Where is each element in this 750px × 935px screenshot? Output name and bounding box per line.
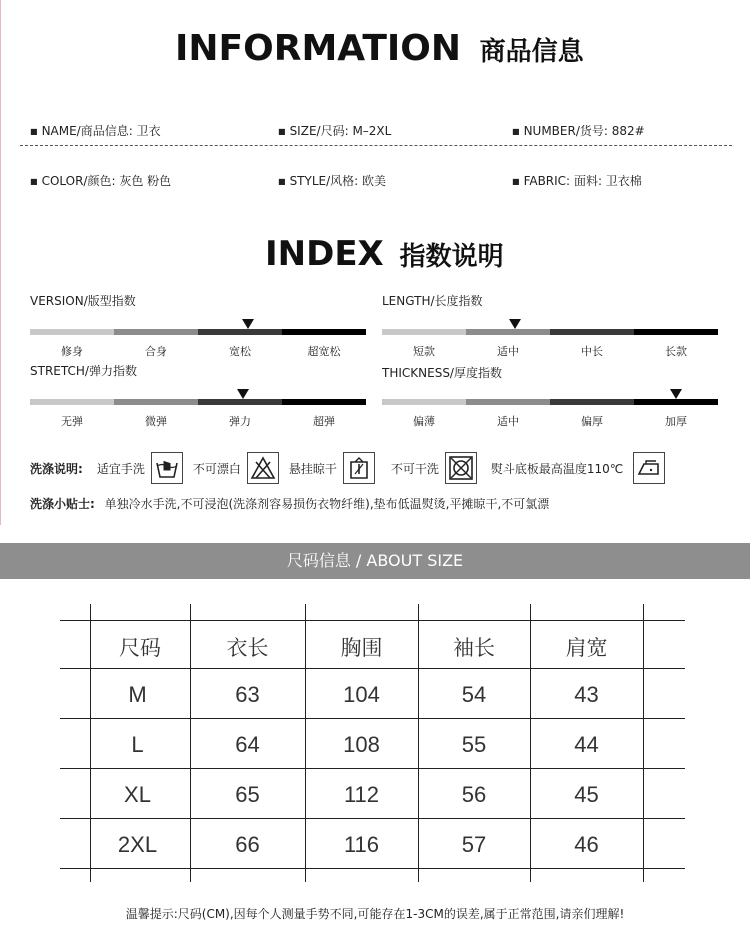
table-cell: L: [131, 732, 144, 757]
info-title-cn: 商品信息: [479, 37, 584, 67]
table-header-cell: 尺码: [119, 637, 161, 660]
table-cell: 112: [343, 782, 380, 807]
wash-item-label: 悬挂晾干: [288, 461, 337, 476]
index-group-stretch: [30, 362, 366, 429]
index-ticks: 偏薄 适中 偏厚 加厚: [413, 415, 687, 428]
index-bar: [382, 329, 718, 335]
table-cell: 45: [574, 782, 599, 807]
index-marker: [237, 389, 249, 399]
info-divider: [20, 145, 732, 146]
table-rule: [60, 818, 685, 819]
info-number: ■ NUMBER/货号: 882#: [512, 124, 645, 138]
index-marker: [670, 389, 682, 399]
table-cell: 44: [574, 732, 599, 757]
left-edge-line: [0, 0, 1, 525]
size-header-bar: [0, 543, 750, 579]
no-dry-clean-icon: [445, 452, 477, 484]
table-cell: M: [128, 682, 147, 707]
table-cell: 66: [235, 832, 260, 857]
index-ticks: 无弹 微弹 弹力 超弹: [61, 415, 335, 428]
table-cell: 108: [343, 732, 380, 757]
index-ticks: 短款 适中 中长 长款: [413, 345, 687, 358]
index-bar: [30, 399, 366, 405]
table-cell: 56: [461, 782, 487, 807]
table-cell: XL: [124, 782, 151, 807]
table-rule: [60, 768, 685, 769]
wash-item-label: 熨斗底板最高温度110℃: [490, 461, 624, 476]
table-cell: 64: [235, 732, 260, 757]
wash-tips-text: 单独冷水手洗,不可浸泡(洗涤剂容易损伤衣物纤维),垫布低温熨烫,平摊晾干,不可氯漂: [104, 497, 550, 511]
table-cell: 46: [574, 832, 599, 857]
table-rule: [60, 868, 685, 869]
info-name: ■ NAME/商品信息: 卫衣: [30, 124, 161, 138]
wash-label: 洗涤说明:: [30, 461, 83, 476]
index-marker: [242, 319, 254, 329]
info-size: ■ SIZE/尺码: M–2XL: [278, 124, 392, 138]
table-rule: [60, 620, 685, 621]
table-cell: 54: [461, 682, 487, 707]
index-title: [265, 234, 504, 274]
index-bar: [382, 399, 718, 405]
table-cell: 65: [235, 782, 260, 807]
index-group-length: [382, 292, 718, 359]
table-header-cell: 胸围: [340, 637, 383, 660]
info-style: ■ STYLE/风格: 欧美: [278, 174, 387, 188]
wash-item-label: 不可漂白: [192, 461, 241, 476]
index-title-cn: 指数说明: [399, 242, 504, 272]
info-title: [175, 28, 584, 69]
wash-item-label: 适宜手洗: [96, 461, 145, 476]
index-label: THICKNESS/厚度指数: [382, 366, 502, 380]
table-header-cell: 袖长: [453, 637, 495, 660]
wash-tips: [30, 495, 549, 512]
index-marker: [509, 319, 521, 329]
table-rule: [60, 668, 685, 669]
table-cell: 57: [461, 832, 487, 857]
index-title-en: INDEX: [265, 234, 384, 274]
table-cell: 63: [235, 682, 260, 707]
info-color: ■ COLOR/颜色: 灰色 粉色: [30, 174, 172, 188]
index-label: STRETCH/弹力指数: [30, 364, 137, 378]
table-header-cell: 衣长: [226, 637, 269, 660]
index-ticks: 修身 合身 宽松 超宽松: [61, 345, 341, 358]
hand-wash-icon: [151, 452, 183, 484]
table-cell: 55: [461, 732, 487, 757]
size-note: 温馨提示:尺码(CM),因每个人测量手势不同,可能存在1-3CM的误差,属于正常范围,请亲们理解!: [125, 907, 625, 921]
no-bleach-icon: [247, 452, 279, 484]
index-label: VERSION/版型指数: [30, 294, 136, 308]
index-bar: [30, 329, 366, 335]
index-label: LENGTH/长度指数: [382, 294, 483, 308]
table-cell: 104: [343, 682, 380, 707]
wash-row: [30, 452, 665, 484]
wash-tips-label: 洗涤小贴士:: [30, 497, 95, 511]
table-rule: [60, 718, 685, 719]
hang-dry-icon: [343, 452, 375, 484]
table-cell: 2XL: [117, 832, 158, 857]
wash-item-label: 不可干洗: [390, 461, 439, 476]
size-header: 尺码信息 / ABOUT SIZE: [286, 551, 464, 570]
info-title-en: INFORMATION: [175, 28, 462, 69]
table-rule: [643, 604, 644, 882]
info-fabric: ■ FABRIC: 面料: 卫衣棉: [512, 174, 642, 188]
iron-icon: [633, 452, 665, 484]
index-group-thickness: [382, 364, 718, 429]
table-cell: 43: [574, 682, 599, 707]
table-cell: 116: [343, 832, 380, 857]
index-group-version: [30, 292, 366, 359]
table-header-cell: 肩宽: [565, 637, 608, 660]
